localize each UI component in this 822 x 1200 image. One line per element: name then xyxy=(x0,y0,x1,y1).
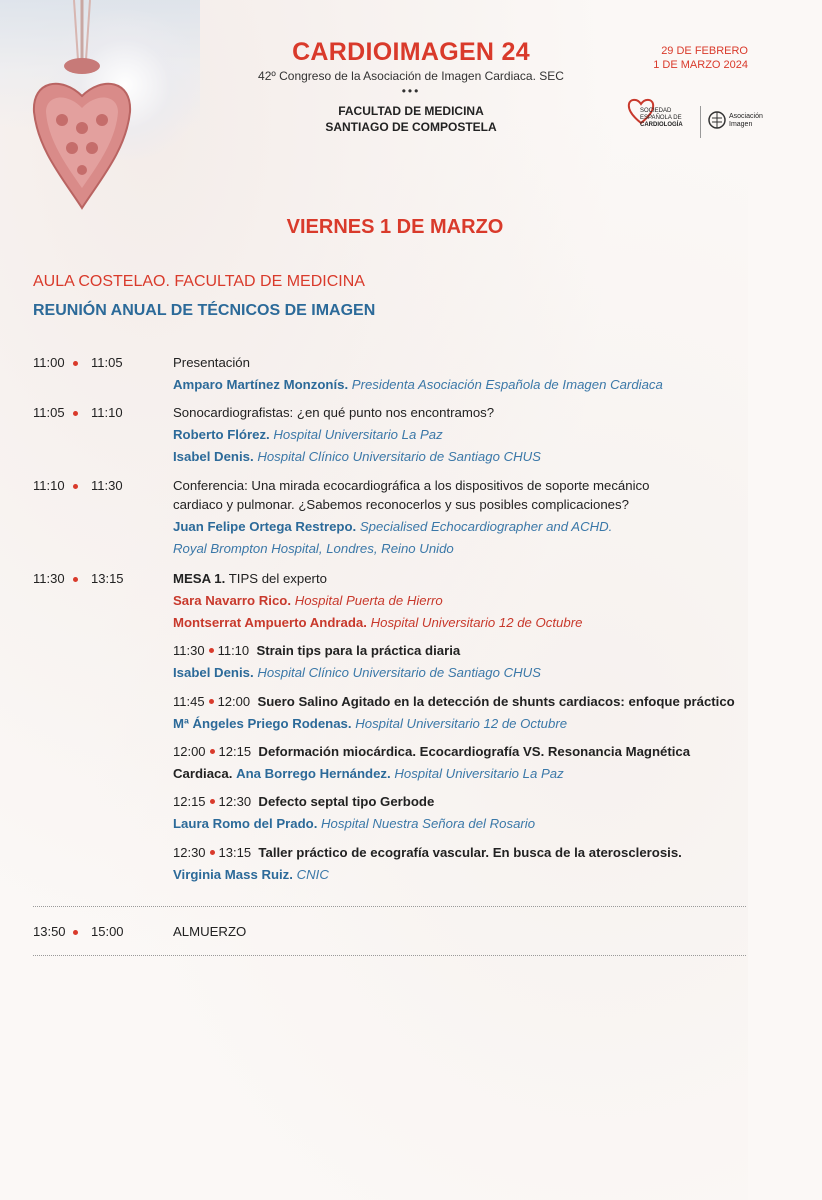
aic-emblem-icon xyxy=(707,108,727,132)
time-dot-icon xyxy=(210,749,215,754)
moderator-affiliation: Hospital Universitario 12 de Octubre xyxy=(370,615,583,630)
speaker-affiliation: Hospital Universitario La Paz xyxy=(273,427,443,442)
speaker-name: Laura Romo del Prado. xyxy=(173,816,318,831)
session-title-cont: cardiaco y pulmonar. ¿Sabemos reconocerlos y sus posibles complicaciones? xyxy=(173,497,629,512)
start-time: 11:30 xyxy=(33,571,65,586)
event-dates xyxy=(628,44,748,72)
aic-logo-text xyxy=(729,113,763,129)
speaker-line xyxy=(173,519,612,534)
speaker-affiliation-cont: Royal Brompton Hospital, Londres, Reino Unido xyxy=(173,541,454,556)
talk-end: 11:10 xyxy=(217,643,250,658)
divider xyxy=(33,906,746,907)
event-title: CARDIOIMAGEN 24 xyxy=(292,38,530,66)
speaker-name: Mª Ángeles Priego Rodenas. xyxy=(173,716,352,731)
end-time: 11:30 xyxy=(91,478,123,493)
talk-end: 13:15 xyxy=(218,845,252,860)
talk-start: 12:30 xyxy=(173,845,206,860)
speaker-name: Virginia Mass Ruiz. xyxy=(173,867,293,882)
time-dot-icon xyxy=(210,850,215,855)
moderator-line xyxy=(173,593,443,608)
talk-title: Strain tips para la práctica diaria xyxy=(256,643,461,658)
end-time: 13:15 xyxy=(91,571,124,586)
talk-title-line xyxy=(173,845,682,860)
mesa-subtitle: TIPS del experto xyxy=(228,571,327,586)
speaker-line xyxy=(173,766,564,781)
speaker-line xyxy=(173,716,567,731)
speaker-line xyxy=(173,449,541,464)
speaker-line xyxy=(173,867,329,882)
sec-logo-line: ESPAÑOLA DE xyxy=(640,115,682,121)
divider xyxy=(33,955,746,956)
speaker-name: Roberto Flórez. xyxy=(173,427,270,442)
speaker-affiliation: Specialised Echocardiographer and ACHD. xyxy=(359,519,613,534)
speaker-line xyxy=(173,816,535,831)
start-time: 11:05 xyxy=(33,405,65,420)
event-subtitle: 42º Congreso de la Asociación de Imagen Cardiaca. SEC xyxy=(258,69,564,83)
venue-line-1: FACULTAD DE MEDICINA xyxy=(338,104,484,118)
time-dot-icon xyxy=(73,484,78,489)
sec-logo-line: CARDIOLOGÍA xyxy=(640,122,683,128)
talk-end: 12:00 xyxy=(217,694,251,709)
start-time: 11:00 xyxy=(33,355,65,370)
talk-start: 12:15 xyxy=(173,794,206,809)
time-dot-icon xyxy=(73,577,78,582)
talk-title-line xyxy=(173,794,434,809)
start-time: 13:50 xyxy=(33,924,66,939)
session-title: Presentación xyxy=(173,355,250,370)
aic-logo-line: Asociación xyxy=(729,113,763,120)
talk-end: 12:30 xyxy=(218,794,252,809)
talk-title: Suero Salino Agitado en la detección de shunts cardiacos: enfoque práctico xyxy=(257,694,735,709)
speaker-line xyxy=(173,427,443,442)
speaker-affiliation: Hospital Universitario La Paz xyxy=(394,766,564,781)
room-title: AULA COSTELAO. FACULTAD DE MEDICINA xyxy=(33,273,365,290)
speaker-line xyxy=(173,377,663,392)
day-title: VIERNES 1 DE MARZO xyxy=(286,216,504,238)
end-time: 11:05 xyxy=(91,355,123,370)
end-time: 15:00 xyxy=(91,924,124,939)
speaker-name: Juan Felipe Ortega Restrepo. xyxy=(173,519,357,534)
talk-title-cont: Cardiaca. xyxy=(173,766,233,781)
speaker-name: Isabel Denis. xyxy=(173,665,254,680)
sec-logo-text xyxy=(640,108,683,129)
talk-title: Defecto septal tipo Gerbode xyxy=(258,794,435,809)
speaker-name: Amparo Martínez Monzonís. xyxy=(173,377,349,392)
session-title: ALMUERZO xyxy=(173,924,247,939)
speaker-affiliation: Hospital Universitario 12 de Octubre xyxy=(355,716,568,731)
talk-start: 11:45 xyxy=(173,694,205,709)
talk-title-line xyxy=(173,744,690,759)
mesa-label: MESA 1. xyxy=(173,571,226,586)
time-dot-icon xyxy=(73,411,78,416)
aic-logo xyxy=(707,108,763,137)
time-dot-icon xyxy=(209,648,214,653)
speaker-affiliation: Hospital Clínico Universitario de Santiago CHUS xyxy=(257,449,541,464)
aic-logo-line: Imagen xyxy=(729,121,753,128)
talk-title: Taller práctico de ecografía vascular. En busca de la aterosclerosis. xyxy=(258,845,682,860)
venue-line-2: SANTIAGO DE COMPOSTELA xyxy=(325,120,497,134)
time-dot-icon xyxy=(73,930,78,935)
speaker-name: Isabel Denis. xyxy=(173,449,254,464)
speaker-line xyxy=(173,665,541,680)
date-line-1: 29 DE FEBRERO xyxy=(661,45,748,57)
talk-title-line xyxy=(173,643,460,658)
start-time: 11:10 xyxy=(33,478,65,493)
time-dot-icon xyxy=(210,799,215,804)
end-time: 11:10 xyxy=(91,405,123,420)
sec-logo-line: SOCIEDAD xyxy=(640,108,672,114)
time-dot-icon xyxy=(209,699,214,704)
speaker-affiliation: CNIC xyxy=(296,867,329,882)
talk-title: Deformación miocárdica. Ecocardiografía VS. Resonancia Magnética xyxy=(258,744,691,759)
separator-dots: ••• xyxy=(401,84,421,98)
talk-end: 12:15 xyxy=(218,744,252,759)
session-group-title: REUNIÓN ANUAL DE TÉCNICOS DE IMAGEN xyxy=(33,302,376,319)
speaker-affiliation: Presidenta Asociación Española de Imagen Cardiaca xyxy=(351,377,663,392)
mesa-title xyxy=(173,571,327,586)
logo-divider xyxy=(700,106,701,138)
speaker-affiliation: Hospital Clínico Universitario de Santiago CHUS xyxy=(257,665,541,680)
moderator-name: Sara Navarro Rico. xyxy=(173,593,292,608)
speaker-affiliation: Hospital Nuestra Señora del Rosario xyxy=(321,816,536,831)
session-title: Sonocardiografistas: ¿en qué punto nos encontramos? xyxy=(173,405,495,420)
time-dot-icon xyxy=(73,361,78,366)
moderator-line xyxy=(173,615,582,630)
moderator-affiliation: Hospital Puerta de Hierro xyxy=(294,593,443,608)
speaker-name: Ana Borrego Hernández. xyxy=(236,766,391,781)
talk-start: 11:30 xyxy=(173,643,205,658)
moderator-name: Montserrat Ampuerto Andrada. xyxy=(173,615,367,630)
session-title: Conferencia: Una mirada ecocardiográfica a los dispositivos de soporte mecánico xyxy=(173,478,650,493)
talk-title-line xyxy=(173,694,735,709)
date-line-2: 1 DE MARZO 2024 xyxy=(653,59,748,71)
talk-start: 12:00 xyxy=(173,744,206,759)
